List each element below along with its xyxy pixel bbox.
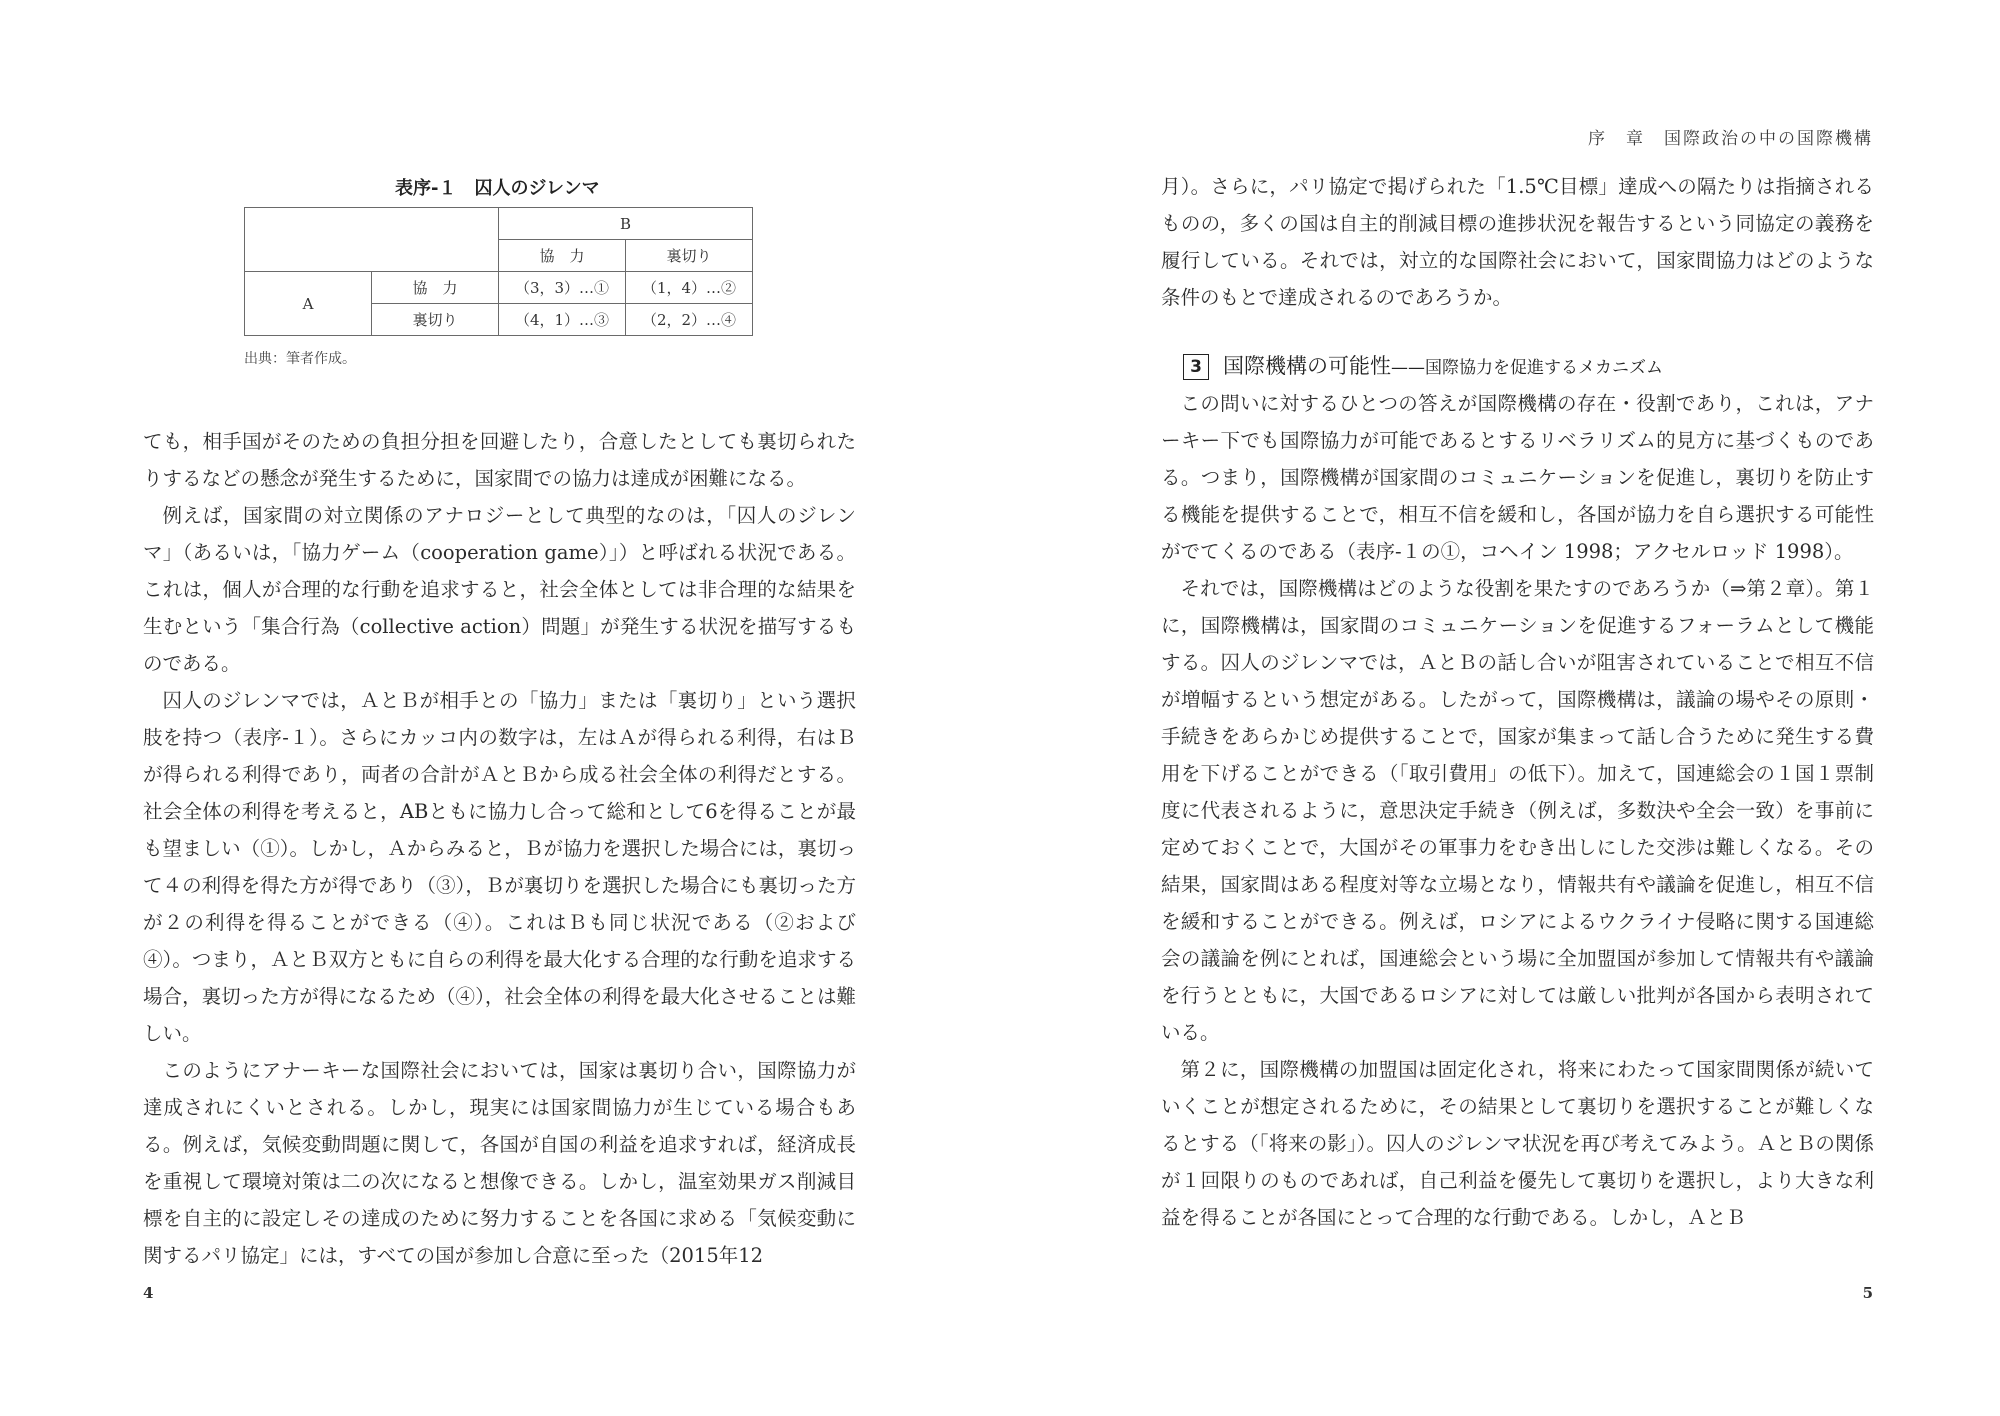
- right-body-text: [1161, 385, 1874, 1236]
- section-number: 3: [1183, 354, 1209, 380]
- table-corner-cell: [245, 208, 499, 272]
- paragraph: この問いに対するひとつの答えが国際機構の存在・役割であり，これは，アナーキー下でも国際協力が可能であるとするリベラリズム的見方に基づくものである。つまり，国際機構が国家間のコミュニケーションを促進し，裏切りを防止する機能を提供することで，相互不信を緩和し，各国が協力を自ら選択する可能性がでてくるのである（表序-１の①，コヘイン 1998；アクセルロッド 1998）。: [1161, 392, 1874, 563]
- right-page: [1000, 0, 2000, 1416]
- running-header: 序 章 国際政治の中の国際機構: [1588, 129, 1873, 149]
- paragraph: 例えば，国家間の対立関係のアナロジーとして典型的なのは，「囚人のジレンマ」（あるいは，「協力ゲーム（cooperation game）」）と呼ばれる状況である。これは，個人が合理的な行動を追求すると，社会全体としては非合理的な結果を生むという「集合行為（collective action）問題」が発生する状況を描写するものである。: [143, 504, 856, 675]
- paragraph: ても，相手国がそのための負担分担を回避したり，合意したとしても裏切られたりするなどの懸念が発生するために，国家間での協力は達成が困難になる。: [143, 430, 856, 490]
- section-title: 国際機構の可能性: [1223, 354, 1391, 378]
- col-label-defect: 裏切り: [626, 240, 753, 272]
- col-group-label: B: [499, 208, 753, 240]
- table-header-row: [245, 208, 753, 240]
- page-number: 4: [143, 1284, 154, 1302]
- table-cell: （3，3）…①: [499, 272, 626, 304]
- section-subtitle: ——国際協力を促進するメカニズム: [1391, 358, 1663, 378]
- paragraph: 囚人のジレンマでは，ＡとＢが相手との「協力」または「裏切り」という選択肢を持つ（表序-１）。さらにカッコ内の数字は，左はＡが得られる利得，右はＢが得られる利得であり，両者の合計がＡとＢから成る社会全体の利得だとする。社会全体の利得を考えると，ABともに協力し合って総和として6を得ることが最も望ましい（①）。しかし，Ａからみると，Ｂが協力を選択した場合には，裏切って４の利得を得た方が得であり（③），Ｂが裏切りを選択した場合にも裏切った方が２の利得を得ることができる（④）。これはＢも同じ状況である（②および④）。つまり，ＡとＢ双方ともに自らの利得を最大化する合理的な行動を追求する場合，裏切った方が得になるため（④），社会全体の利得を最大化させることは難しい。: [143, 689, 856, 1045]
- paragraph: このようにアナーキーな国際社会においては，国家は裏切り合い，国際協力が達成されにくいとされる。しかし，現実には国家間協力が生じている場合もある。例えば，気候変動問題に関して，各国が自国の利益を追求すれば，経済成長を重視して環境対策は二の次になると想像できる。しかし，温室効果ガス削減目標を自主的に設定しその達成のために努力することを各国に求める「気候変動に関するパリ協定」には，すべての国が参加し合意に至った（2015年12: [143, 1059, 856, 1267]
- col-label-cooperate: 協 力: [499, 240, 626, 272]
- table-row: [245, 272, 753, 304]
- table-source-note: 出典：筆者作成。: [244, 351, 356, 367]
- table-cell: （2，2）…④: [626, 304, 753, 336]
- paragraph: 第２に，国際機構の加盟国は固定化され，将来にわたって国家間関係が続いていくことが想定されるために，その結果として裏切りを選択することが難しくなるとする（「将来の影」）。囚人のジレンマ状況を再び考えてみよう。ＡとＢの関係が１回限りのものであれば，自己利益を優先して裏切りを選択し，より大きな利益を得ることが各国にとって合理的な行動である。しかし，ＡとＢ: [1161, 1058, 1874, 1229]
- left-body-text: [143, 423, 856, 1274]
- table-cell: （1，4）…②: [626, 272, 753, 304]
- row-group-label: A: [245, 272, 372, 336]
- paragraph: それでは，国際機構はどのような役割を果たすのであろうか（⇒第２章）。第１に，国際機構は，国家間のコミュニケーションを促進するフォーラムとして機能する。囚人のジレンマでは，ＡとＢの話し合いが阻害されていることで相互不信が増幅するという想定がある。したがって，国際機構は，議論の場やその原則・手続きをあらかじめ提供することで，国家が集まって話し合うために発生する費用を下げることができる（「取引費用」の低下）。加えて，国連総会の１国１票制度に代表されるように，意思決定手続き（例えば，多数決や全会一致）を事前に定めておくことで，大国がその軍事力をむき出しにした交渉は難しくなる。その結果，国家間はある程度対等な立場となり，情報共有や議論を促進し，相互不信を緩和することができる。例えば，ロシアによるウクライナ侵略に関する国連総会の議論を例にとれば，国連総会という場に全加盟国が参加して情報共有や議論を行うとともに，大国であるロシアに対しては厳しい批判が各国から表明されている。: [1161, 577, 1874, 1044]
- table-title: 表序-１ 囚人のジレンマ: [395, 178, 600, 199]
- section-heading: [1183, 350, 1663, 380]
- row-label-defect: 裏切り: [372, 304, 499, 336]
- prisoners-dilemma-table: [244, 207, 753, 336]
- row-label-cooperate: 協 力: [372, 272, 499, 304]
- paragraph: 月）。さらに，パリ協定で掲げられた「1.5℃目標」達成への隔たりは指摘されるものの，多くの国は自主的削減目標の進捗状況を報告するという同協定の義務を履行している。それでは，対立的な国際社会において，国家間協力はどのような条件のもとで達成されるのであろうか。: [1161, 175, 1874, 309]
- right-body-text-top: [1161, 168, 1874, 316]
- table-cell: （4，1）…③: [499, 304, 626, 336]
- page-number: 5: [1862, 1284, 1873, 1302]
